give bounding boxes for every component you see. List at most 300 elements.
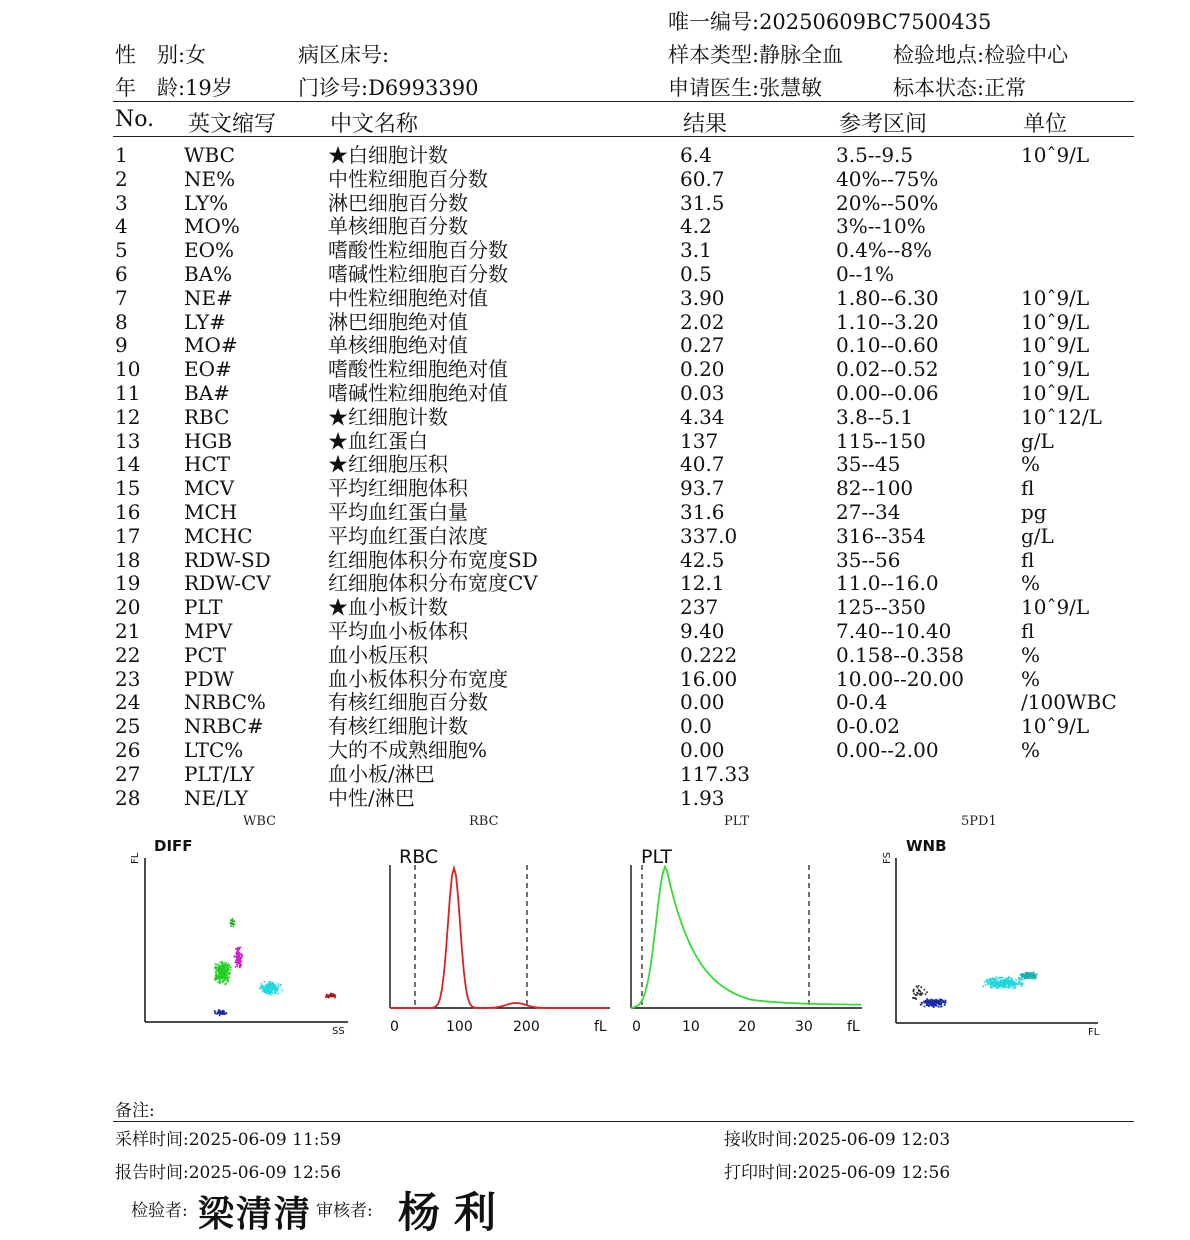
- row-abbreviation: NE/LY: [184, 785, 249, 810]
- table-row: [0, 690, 1190, 714]
- scatter-dot: [227, 971, 229, 973]
- table-row: [0, 262, 1190, 286]
- scatter-dot: [1003, 986, 1005, 988]
- col-result: 结果: [683, 112, 728, 137]
- wnb-title: WNB: [906, 837, 947, 855]
- row-abbreviation: BA%: [184, 262, 233, 286]
- scatter-dot: [221, 977, 223, 979]
- scatter-dot: [1000, 977, 1002, 979]
- row-result: 0.0: [680, 714, 712, 739]
- row-reference-range: 3.5--9.5: [836, 143, 914, 167]
- scatter-dot: [1006, 984, 1008, 986]
- scatter-dot: [1021, 977, 1023, 979]
- scatter-dot: [987, 981, 989, 983]
- row-abbreviation: PLT/LY: [184, 761, 255, 786]
- row-chinese-name: 血小板/淋巴: [328, 761, 435, 786]
- scatter-dot: [1004, 981, 1006, 983]
- row-number: 10: [115, 357, 141, 382]
- table-row: [0, 476, 1190, 500]
- row-abbreviation: EO%: [184, 238, 234, 263]
- footer-divider: [113, 1121, 1134, 1122]
- scatter-dot: [921, 1004, 923, 1006]
- row-number: 12: [115, 404, 141, 429]
- scatter-dot: [222, 965, 224, 967]
- scatter-dot: [273, 986, 275, 988]
- table-row: [0, 500, 1190, 524]
- scatter-dot: [266, 986, 268, 988]
- scatter-dot: [917, 987, 919, 989]
- row-reference-range: 0.158--0.358: [836, 642, 965, 667]
- row-abbreviation: LY%: [184, 190, 229, 215]
- scatter-dot: [1012, 981, 1014, 983]
- row-reference-range: 0.02--0.52: [836, 357, 939, 382]
- scatter-dot: [220, 962, 222, 964]
- scatter-dot: [991, 981, 993, 983]
- row-number: 11: [115, 381, 141, 405]
- scatter-dot: [915, 997, 917, 999]
- table-row: [0, 405, 1190, 429]
- scatter-dot: [931, 999, 933, 1001]
- diff-scattergram: [120, 832, 360, 1040]
- scatter-dot: [928, 1005, 930, 1007]
- row-chinese-name: 平均红细胞体积: [328, 476, 468, 501]
- scatter-dot: [238, 961, 240, 963]
- inspector-signature: 梁清清: [198, 1193, 313, 1235]
- scatter-dot: [940, 1000, 942, 1002]
- scatter-dot: [1008, 981, 1010, 983]
- table-row: [0, 595, 1190, 619]
- row-unit: %: [1021, 666, 1041, 691]
- scatter-dot: [991, 979, 993, 981]
- debris-noise: [912, 985, 928, 1000]
- scatter-dot: [996, 982, 998, 984]
- row-number: 22: [115, 642, 141, 667]
- scatter-dot: [215, 966, 217, 968]
- row-chinese-name: 单核细胞百分数: [328, 214, 468, 239]
- scatter-dot: [1008, 976, 1010, 978]
- scatter-dot: [214, 1010, 216, 1012]
- row-reference-range: 10.00--20.00: [836, 666, 965, 691]
- row-number: 16: [115, 500, 141, 524]
- row-unit: fl: [1021, 619, 1035, 643]
- scatter-dot: [925, 993, 927, 995]
- scatter-dot: [218, 978, 220, 980]
- wnb-cell-clusters: [912, 972, 1038, 1008]
- scatter-dot: [227, 976, 229, 978]
- scatter-dot: [1025, 974, 1027, 976]
- diff-y-label: FL: [130, 852, 141, 864]
- scatter-dot: [267, 991, 269, 993]
- scatter-dot: [267, 993, 269, 995]
- patient-gender: 性 别:女: [115, 43, 207, 67]
- scatter-dot: [1010, 986, 1012, 988]
- scatter-dot: [224, 970, 226, 972]
- row-chinese-name: 中性/淋巴: [328, 785, 415, 810]
- scatter-dot: [1021, 979, 1023, 981]
- table-row: [0, 452, 1190, 476]
- row-number: 1: [115, 143, 128, 167]
- table-row: [0, 667, 1190, 691]
- row-number: 20: [115, 595, 141, 620]
- col-name: 中文名称: [330, 112, 419, 137]
- row-reference-range: 316--354: [836, 523, 926, 548]
- scatter-dot: [236, 962, 238, 964]
- table-row: [0, 429, 1190, 453]
- scatter-dot: [1018, 984, 1020, 986]
- row-chinese-name: 平均血红蛋白浓度: [328, 523, 488, 548]
- row-abbreviation: NE#: [184, 285, 233, 310]
- rbc-tick-100: 100: [446, 1019, 473, 1035]
- scatter-dot: [1018, 981, 1020, 983]
- row-abbreviation: NE%: [184, 166, 236, 191]
- row-result: 60.7: [680, 166, 725, 191]
- row-reference-range: 82--100: [836, 476, 914, 501]
- row-chinese-name: 嗜酸性粒细胞百分数: [328, 238, 508, 263]
- row-result: 12.1: [680, 571, 725, 596]
- scatter-dot: [988, 983, 990, 985]
- diff-title: DIFF: [154, 837, 193, 855]
- scatter-dot: [1002, 980, 1004, 982]
- reviewer-signature: 杨利: [398, 1188, 511, 1237]
- scatter-dot: [1014, 984, 1016, 986]
- scatter-dot: [945, 1000, 947, 1002]
- scatter-dot: [1010, 981, 1012, 983]
- plt-tick-20: 20: [738, 1019, 756, 1035]
- scatter-dot: [1005, 983, 1007, 985]
- scatter-dot: [1035, 977, 1037, 979]
- row-reference-range: 115--150: [836, 428, 926, 453]
- scatter-dot: [234, 956, 236, 958]
- neutrophil-cluster: [214, 961, 232, 986]
- table-row: [0, 191, 1190, 215]
- rbc-title: RBC: [399, 846, 439, 868]
- print-time: 打印时间:2025-06-09 12:56: [724, 1163, 951, 1183]
- scatter-dot: [918, 985, 920, 987]
- row-unit: pg: [1021, 500, 1047, 524]
- plt-distribution-curve: [631, 867, 861, 1008]
- clinic-number: 门诊号:D6993390: [298, 76, 479, 100]
- row-abbreviation: WBC: [184, 143, 235, 167]
- scatter-noise: [230, 918, 236, 927]
- scatter-dot: [913, 997, 915, 999]
- nrbc-cluster: [920, 998, 947, 1008]
- scatter-dot: [228, 972, 230, 974]
- table-row: [0, 762, 1190, 786]
- row-number: 5: [115, 238, 128, 263]
- scatter-dot: [222, 982, 224, 984]
- scatter-dot: [920, 986, 922, 988]
- scatter-dot: [1008, 983, 1010, 985]
- row-unit: 10ˆ9/L: [1021, 357, 1090, 382]
- monocyte-cluster: [259, 981, 283, 996]
- scatter-dot: [270, 991, 272, 993]
- scatter-dot: [1034, 975, 1036, 977]
- row-number: 26: [115, 738, 141, 762]
- scatter-dot: [236, 949, 238, 951]
- row-reference-range: 40%--75%: [836, 166, 939, 191]
- diff-x-label: SS: [332, 1026, 345, 1037]
- scatter-dot: [1011, 979, 1013, 981]
- scatter-dot: [924, 989, 926, 991]
- scatter-dot: [991, 985, 993, 987]
- scatter-dot: [941, 999, 943, 1001]
- scatter-dot: [1036, 974, 1038, 976]
- scatter-dot: [260, 987, 262, 989]
- scatter-dot: [215, 977, 217, 979]
- scatter-dot: [224, 966, 226, 968]
- row-unit: 10ˆ12/L: [1021, 404, 1102, 429]
- scatter-dot: [222, 971, 224, 973]
- scatter-dot: [226, 966, 228, 968]
- row-result: 42.5: [680, 547, 725, 572]
- scatter-dot: [923, 1001, 925, 1003]
- row-result: 9.40: [680, 619, 725, 643]
- specimen-state: 标本状态:正常: [893, 76, 1027, 100]
- row-reference-range: 1.80--6.30: [836, 285, 939, 310]
- plt-tick-0: 0: [632, 1019, 641, 1035]
- scatter-dot: [982, 986, 984, 988]
- plt-title: PLT: [641, 846, 673, 868]
- row-result: 93.7: [680, 476, 725, 501]
- rbc-tick-unit: fL: [594, 1019, 607, 1035]
- row-abbreviation: BA#: [184, 381, 230, 405]
- scatter-dot: [215, 971, 217, 973]
- scatter-dot: [995, 984, 997, 986]
- row-abbreviation: MCH: [184, 500, 238, 524]
- scatter-dot: [222, 975, 224, 977]
- scatter-dot: [239, 966, 241, 968]
- scatter-dot: [278, 985, 280, 987]
- scatter-dot: [1003, 983, 1005, 985]
- scatter-dot: [237, 951, 239, 953]
- plt-tick-10: 10: [682, 1019, 700, 1035]
- scatter-dot: [1025, 977, 1027, 979]
- scatter-dot: [230, 969, 232, 971]
- wbc-plot-caption: WBC: [243, 814, 277, 829]
- scatter-dot: [331, 996, 333, 998]
- row-chinese-name: ★红细胞计数: [328, 404, 448, 429]
- collect-time: 采样时间:2025-06-09 11:59: [115, 1130, 342, 1150]
- row-chinese-name: 嗜碱性粒细胞绝对值: [328, 381, 508, 405]
- scatter-dot: [223, 974, 225, 976]
- rbc-distribution-curve: [390, 868, 608, 1008]
- scatter-dot: [1000, 982, 1002, 984]
- scatter-dot: [994, 982, 996, 984]
- scatter-dot: [274, 991, 276, 993]
- row-number: 14: [115, 452, 141, 477]
- row-abbreviation: HCT: [184, 452, 231, 477]
- scatter-dot: [993, 985, 995, 987]
- scatter-dot: [217, 969, 219, 971]
- scatter-dot: [944, 1004, 946, 1006]
- scatter-dot: [1001, 986, 1003, 988]
- row-reference-range: 0.10--0.60: [836, 333, 939, 358]
- scatter-dot: [938, 1006, 940, 1008]
- scatter-dot: [221, 962, 223, 964]
- header-divider: [113, 101, 1134, 102]
- sample-type: 样本类型:静脉全血: [668, 43, 844, 67]
- wnb-plot-caption: 5PD1: [961, 814, 997, 829]
- scatter-dot: [916, 986, 918, 988]
- scatter-dot: [226, 972, 228, 974]
- row-unit: 10ˆ9/L: [1021, 285, 1090, 310]
- scatter-dot: [927, 1002, 929, 1004]
- row-unit: /100WBC: [1021, 690, 1117, 715]
- scatter-dot: [228, 974, 230, 976]
- scatter-dot: [216, 1013, 218, 1015]
- table-row: [0, 381, 1190, 405]
- rbc-tick-200: 200: [513, 1019, 540, 1035]
- row-result: 2.02: [680, 309, 725, 334]
- scatter-dot: [264, 988, 266, 990]
- scatter-dot: [261, 983, 263, 985]
- scatter-dot: [264, 981, 266, 983]
- row-unit: %: [1021, 738, 1041, 762]
- scatter-dot: [1022, 973, 1024, 975]
- scatter-dot: [997, 979, 999, 981]
- rbc-histogram: [376, 835, 616, 1040]
- scatter-dot: [918, 989, 920, 991]
- ward-bed: 病区床号:: [298, 43, 390, 67]
- row-result: 0.222: [680, 642, 738, 667]
- scatter-dot: [215, 973, 217, 975]
- row-reference-range: 20%--50%: [836, 190, 939, 215]
- scatter-dot: [270, 985, 272, 987]
- row-abbreviation: PCT: [184, 642, 227, 667]
- row-abbreviation: HGB: [184, 428, 233, 453]
- scatter-dot: [221, 974, 223, 976]
- scatter-dot: [940, 1003, 942, 1005]
- scatter-dot: [215, 968, 217, 970]
- scatter-dot: [240, 947, 242, 949]
- row-reference-range: 0.00--2.00: [836, 738, 939, 762]
- row-number: 23: [115, 666, 141, 691]
- col-unit: 单位: [1023, 112, 1068, 137]
- scatter-dot: [922, 992, 924, 994]
- scatter-dot: [270, 990, 272, 992]
- scatter-dot: [219, 980, 221, 982]
- scatter-dot: [228, 963, 230, 965]
- scatter-dot: [925, 1000, 927, 1002]
- scatter-dot: [267, 984, 269, 986]
- row-chinese-name: ★血小板计数: [328, 595, 448, 620]
- row-abbreviation: MCV: [184, 476, 235, 501]
- scatter-dot: [226, 969, 228, 971]
- row-result: 137: [680, 428, 719, 453]
- wnb-scattergram: [872, 832, 1112, 1040]
- scatter-dot: [1028, 977, 1030, 979]
- row-number: 28: [115, 785, 141, 810]
- lymphocyte-cluster: [214, 1009, 227, 1016]
- scatter-dot: [1007, 978, 1009, 980]
- scatter-dot: [232, 918, 234, 920]
- row-chinese-name: 淋巴细胞绝对值: [328, 309, 468, 334]
- scatter-dot: [234, 920, 236, 922]
- scatter-dot: [221, 969, 223, 971]
- table-row: [0, 571, 1190, 595]
- row-abbreviation: LY#: [184, 309, 226, 334]
- scatter-dot: [1030, 976, 1032, 978]
- row-result: 337.0: [680, 523, 738, 548]
- scatter-dot: [237, 960, 239, 962]
- scatter-dot: [229, 965, 231, 967]
- scatter-dot: [999, 977, 1001, 979]
- row-chinese-name: 嗜酸性粒细胞绝对值: [328, 357, 508, 382]
- scatter-dot: [276, 990, 278, 992]
- scatter-dot: [220, 976, 222, 978]
- scatter-dot: [232, 920, 234, 922]
- scatter-dot: [930, 1004, 932, 1006]
- scatter-dot: [269, 981, 271, 983]
- plt-plot-caption: PLT: [724, 814, 749, 829]
- row-result: 0.5: [680, 262, 712, 286]
- table-row: [0, 286, 1190, 310]
- scatter-dot: [214, 1013, 216, 1015]
- row-abbreviation: NRBC#: [184, 714, 264, 739]
- scatter-dot: [275, 985, 277, 987]
- row-reference-range: 7.40--10.40: [836, 619, 952, 643]
- scatter-dot: [1014, 987, 1016, 989]
- scatter-dot: [1005, 978, 1007, 980]
- scatter-dot: [987, 979, 989, 981]
- plt-tick-30: 30: [795, 1019, 813, 1035]
- scatter-dot: [989, 981, 991, 983]
- scatter-dot: [941, 1006, 943, 1008]
- scatter-dot: [996, 988, 998, 990]
- row-unit: 10ˆ9/L: [1021, 333, 1090, 358]
- row-abbreviation: MO#: [184, 333, 238, 358]
- scatter-dot: [984, 981, 986, 983]
- scatter-dot: [276, 988, 278, 990]
- row-number: 7: [115, 285, 128, 310]
- scatter-dot: [229, 972, 231, 974]
- scatter-dot: [230, 919, 232, 921]
- scatter-dot: [1022, 983, 1024, 985]
- scatter-dot: [926, 1001, 928, 1003]
- scatter-dot: [281, 989, 283, 991]
- row-result: 3.1: [680, 238, 712, 263]
- scatter-dot: [229, 977, 231, 979]
- row-result: 117.33: [680, 761, 750, 786]
- row-result: 0.03: [680, 381, 725, 405]
- row-reference-range: 0-0.02: [836, 714, 901, 739]
- row-number: 21: [115, 619, 141, 643]
- row-chinese-name: 平均血小板体积: [328, 619, 468, 643]
- scatter-dot: [924, 1006, 926, 1008]
- scatter-dot: [921, 1002, 923, 1004]
- scatter-dot: [929, 1003, 931, 1005]
- scatter-dot: [1021, 975, 1023, 977]
- scatter-dot: [226, 962, 228, 964]
- scatter-dot: [273, 983, 275, 985]
- row-chinese-name: 单核细胞绝对值: [328, 333, 468, 358]
- scatter-dot: [989, 978, 991, 980]
- scatter-dot: [241, 954, 243, 956]
- scatter-dot: [260, 985, 262, 987]
- scatter-dot: [277, 993, 279, 995]
- row-unit: 10ˆ9/L: [1021, 381, 1090, 405]
- row-reference-range: 3%--10%: [836, 214, 926, 239]
- scatter-dot: [1034, 978, 1036, 980]
- scatter-dot: [230, 925, 232, 927]
- row-number: 27: [115, 761, 141, 786]
- row-number: 24: [115, 690, 141, 715]
- scatter-dot: [218, 975, 220, 977]
- scatter-dot: [240, 963, 242, 965]
- scatter-dot: [233, 926, 235, 928]
- scatter-dot: [1011, 978, 1013, 980]
- eosinophil-cluster: [234, 947, 243, 969]
